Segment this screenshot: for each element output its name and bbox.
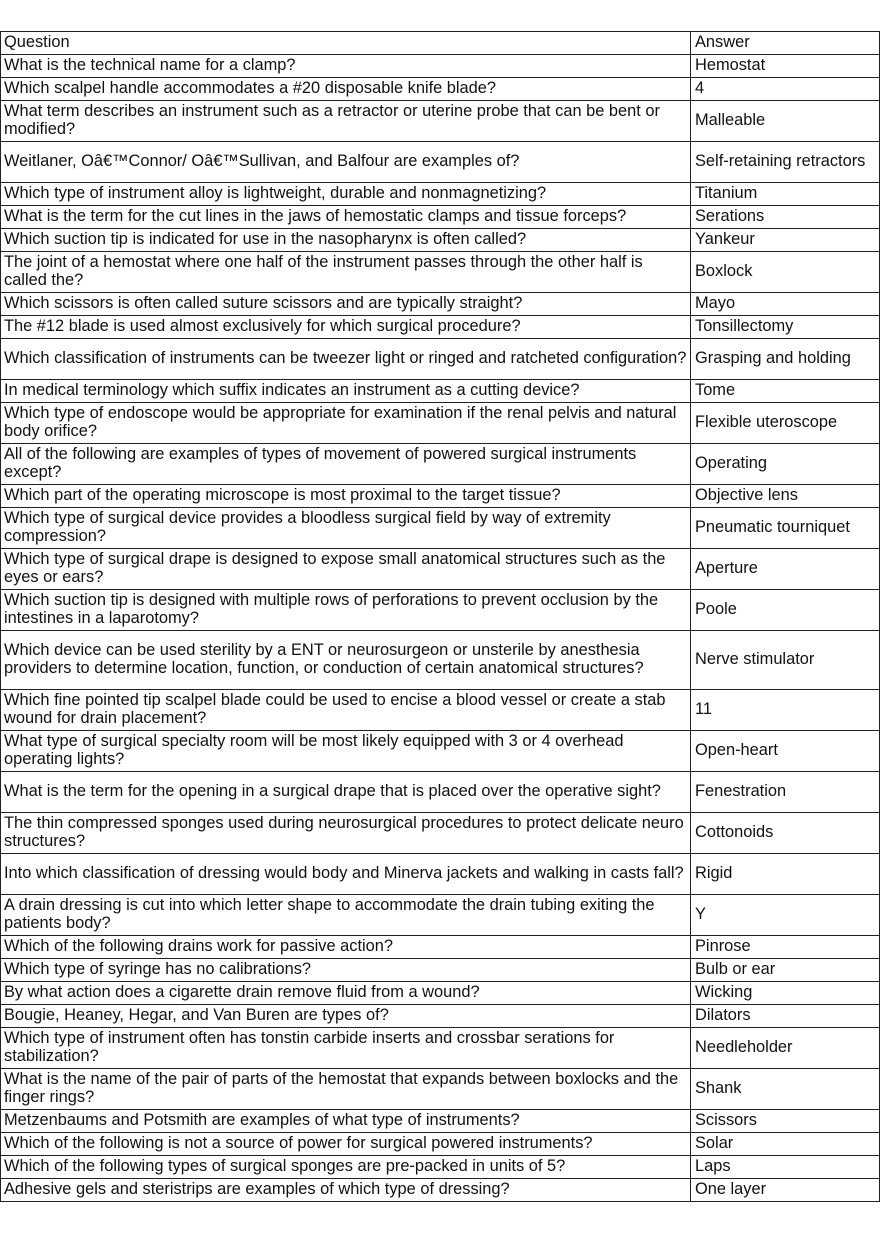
table-row bbox=[1, 1028, 880, 1069]
table-row bbox=[1, 959, 880, 982]
table-row bbox=[1, 444, 880, 485]
header-question: Question bbox=[1, 32, 691, 55]
question-cell: What type of surgical specialty room will be most likely equipped with 3 or 4 overhead operating lights? bbox=[1, 731, 691, 772]
answer-cell: One layer bbox=[691, 1179, 880, 1202]
table-row bbox=[1, 206, 880, 229]
question-cell: Which type of instrument alloy is lightweight, durable and nonmagnetizing? bbox=[1, 183, 691, 206]
question-cell: Which scissors is often called suture scissors and are typically straight? bbox=[1, 293, 691, 316]
answer-cell: Scissors bbox=[691, 1110, 880, 1133]
answer-cell: Tonsillectomy bbox=[691, 316, 880, 339]
question-cell: Which type of surgical drape is designed to expose small anatomical structures such as the eyes or ears? bbox=[1, 549, 691, 590]
table-row bbox=[1, 772, 880, 813]
question-cell: Which part of the operating microscope is most proximal to the target tissue? bbox=[1, 485, 691, 508]
answer-cell: Pneumatic tourniquet bbox=[691, 508, 880, 549]
answer-cell: Y bbox=[691, 895, 880, 936]
qa-table bbox=[0, 31, 880, 1202]
question-cell: What is the technical name for a clamp? bbox=[1, 55, 691, 78]
question-cell: The thin compressed sponges used during neurosurgical procedures to protect delicate neuro structures? bbox=[1, 813, 691, 854]
answer-cell: Cottonoids bbox=[691, 813, 880, 854]
table-row bbox=[1, 982, 880, 1005]
answer-cell: Pinrose bbox=[691, 936, 880, 959]
question-cell: The joint of a hemostat where one half of the instrument passes through the other half is called the? bbox=[1, 252, 691, 293]
answer-cell: Laps bbox=[691, 1156, 880, 1179]
table-row bbox=[1, 229, 880, 252]
question-cell: Which suction tip is designed with multiple rows of perforations to prevent occlusion by the intestines in a laparotomy? bbox=[1, 590, 691, 631]
table-row bbox=[1, 936, 880, 959]
question-cell: Which type of syringe has no calibrations? bbox=[1, 959, 691, 982]
table-row bbox=[1, 549, 880, 590]
table-row bbox=[1, 55, 880, 78]
answer-cell: Wicking bbox=[691, 982, 880, 1005]
question-cell: Which type of instrument often has tonstin carbide inserts and crossbar serations for stabilization? bbox=[1, 1028, 691, 1069]
table-row bbox=[1, 731, 880, 772]
qa-table-body bbox=[1, 55, 880, 1202]
answer-cell: Poole bbox=[691, 590, 880, 631]
answer-cell: Needleholder bbox=[691, 1028, 880, 1069]
answer-cell: Flexible uteroscope bbox=[691, 403, 880, 444]
header-row bbox=[1, 32, 880, 55]
table-row bbox=[1, 183, 880, 206]
table-row bbox=[1, 101, 880, 142]
table-row bbox=[1, 1069, 880, 1110]
header-answer: Answer bbox=[691, 32, 880, 55]
table-row bbox=[1, 1133, 880, 1156]
qa-sheet bbox=[0, 31, 879, 1202]
answer-cell: Rigid bbox=[691, 854, 880, 895]
answer-cell: Aperture bbox=[691, 549, 880, 590]
question-cell: In medical terminology which suffix indicates an instrument as a cutting device? bbox=[1, 380, 691, 403]
table-row bbox=[1, 252, 880, 293]
table-row bbox=[1, 590, 880, 631]
table-row bbox=[1, 293, 880, 316]
answer-cell: Objective lens bbox=[691, 485, 880, 508]
question-cell: Which device can be used sterility by a ENT or neurosurgeon or unsterile by anesthesia providers to determine location, function, or conduction of certain anatomical structures? bbox=[1, 631, 691, 690]
table-row bbox=[1, 339, 880, 380]
question-cell: Which scalpel handle accommodates a #20 disposable knife blade? bbox=[1, 78, 691, 101]
question-cell: Which type of endoscope would be appropriate for examination if the renal pelvis and natural body orifice? bbox=[1, 403, 691, 444]
answer-cell: Dilators bbox=[691, 1005, 880, 1028]
table-row bbox=[1, 508, 880, 549]
question-cell: What is the term for the cut lines in the jaws of hemostatic clamps and tissue forceps? bbox=[1, 206, 691, 229]
table-row bbox=[1, 316, 880, 339]
table-row bbox=[1, 485, 880, 508]
answer-cell: Nerve stimulator bbox=[691, 631, 880, 690]
table-row bbox=[1, 854, 880, 895]
answer-cell: Shank bbox=[691, 1069, 880, 1110]
question-cell: The #12 blade is used almost exclusively for which surgical procedure? bbox=[1, 316, 691, 339]
table-row bbox=[1, 142, 880, 183]
answer-cell: Self-retaining retractors bbox=[691, 142, 880, 183]
table-row bbox=[1, 895, 880, 936]
answer-cell: Operating bbox=[691, 444, 880, 485]
question-cell: What term describes an instrument such as a retractor or uterine probe that can be bent or modified? bbox=[1, 101, 691, 142]
question-cell: What is the name of the pair of parts of the hemostat that expands between boxlocks and the finger rings? bbox=[1, 1069, 691, 1110]
table-row bbox=[1, 1110, 880, 1133]
answer-cell: Bulb or ear bbox=[691, 959, 880, 982]
question-cell: Metzenbaums and Potsmith are examples of what type of instruments? bbox=[1, 1110, 691, 1133]
table-row bbox=[1, 78, 880, 101]
answer-cell: Grasping and holding bbox=[691, 339, 880, 380]
question-cell: Which type of surgical device provides a bloodless surgical field by way of extremity compression? bbox=[1, 508, 691, 549]
question-cell: Which of the following types of surgical sponges are pre-packed in units of 5? bbox=[1, 1156, 691, 1179]
question-cell: A drain dressing is cut into which letter shape to accommodate the drain tubing exiting the patients body? bbox=[1, 895, 691, 936]
answer-cell: Boxlock bbox=[691, 252, 880, 293]
question-cell: Into which classification of dressing would body and Minerva jackets and walking in casts fall? bbox=[1, 854, 691, 895]
answer-cell: Yankeur bbox=[691, 229, 880, 252]
table-row bbox=[1, 690, 880, 731]
question-cell: Which classification of instruments can be tweezer light or ringed and ratcheted configuration? bbox=[1, 339, 691, 380]
answer-cell: Titanium bbox=[691, 183, 880, 206]
question-cell: All of the following are examples of types of movement of powered surgical instruments except? bbox=[1, 444, 691, 485]
answer-cell: 11 bbox=[691, 690, 880, 731]
question-cell: Which fine pointed tip scalpel blade could be used to encise a blood vessel or create a stab wound for drain placement? bbox=[1, 690, 691, 731]
answer-cell: 4 bbox=[691, 78, 880, 101]
question-cell: Which suction tip is indicated for use in the nasopharynx is often called? bbox=[1, 229, 691, 252]
answer-cell: Fenestration bbox=[691, 772, 880, 813]
answer-cell: Serations bbox=[691, 206, 880, 229]
answer-cell: Tome bbox=[691, 380, 880, 403]
question-cell: By what action does a cigarette drain remove fluid from a wound? bbox=[1, 982, 691, 1005]
answer-cell: Malleable bbox=[691, 101, 880, 142]
table-row bbox=[1, 1156, 880, 1179]
answer-cell: Mayo bbox=[691, 293, 880, 316]
question-cell: Which of the following is not a source of power for surgical powered instruments? bbox=[1, 1133, 691, 1156]
question-cell: Bougie, Heaney, Hegar, and Van Buren are types of? bbox=[1, 1005, 691, 1028]
table-row bbox=[1, 813, 880, 854]
table-row bbox=[1, 631, 880, 690]
question-cell: Weitlaner, Oâ€™Connor/ Oâ€™Sullivan, and Balfour are examples of? bbox=[1, 142, 691, 183]
table-row bbox=[1, 1179, 880, 1202]
table-row bbox=[1, 380, 880, 403]
question-cell: What is the term for the opening in a surgical drape that is placed over the operative sight? bbox=[1, 772, 691, 813]
answer-cell: Open-heart bbox=[691, 731, 880, 772]
question-cell: Which of the following drains work for passive action? bbox=[1, 936, 691, 959]
answer-cell: Solar bbox=[691, 1133, 880, 1156]
question-cell: Adhesive gels and steristrips are examples of which type of dressing? bbox=[1, 1179, 691, 1202]
table-row bbox=[1, 403, 880, 444]
answer-cell: Hemostat bbox=[691, 55, 880, 78]
table-row bbox=[1, 1005, 880, 1028]
